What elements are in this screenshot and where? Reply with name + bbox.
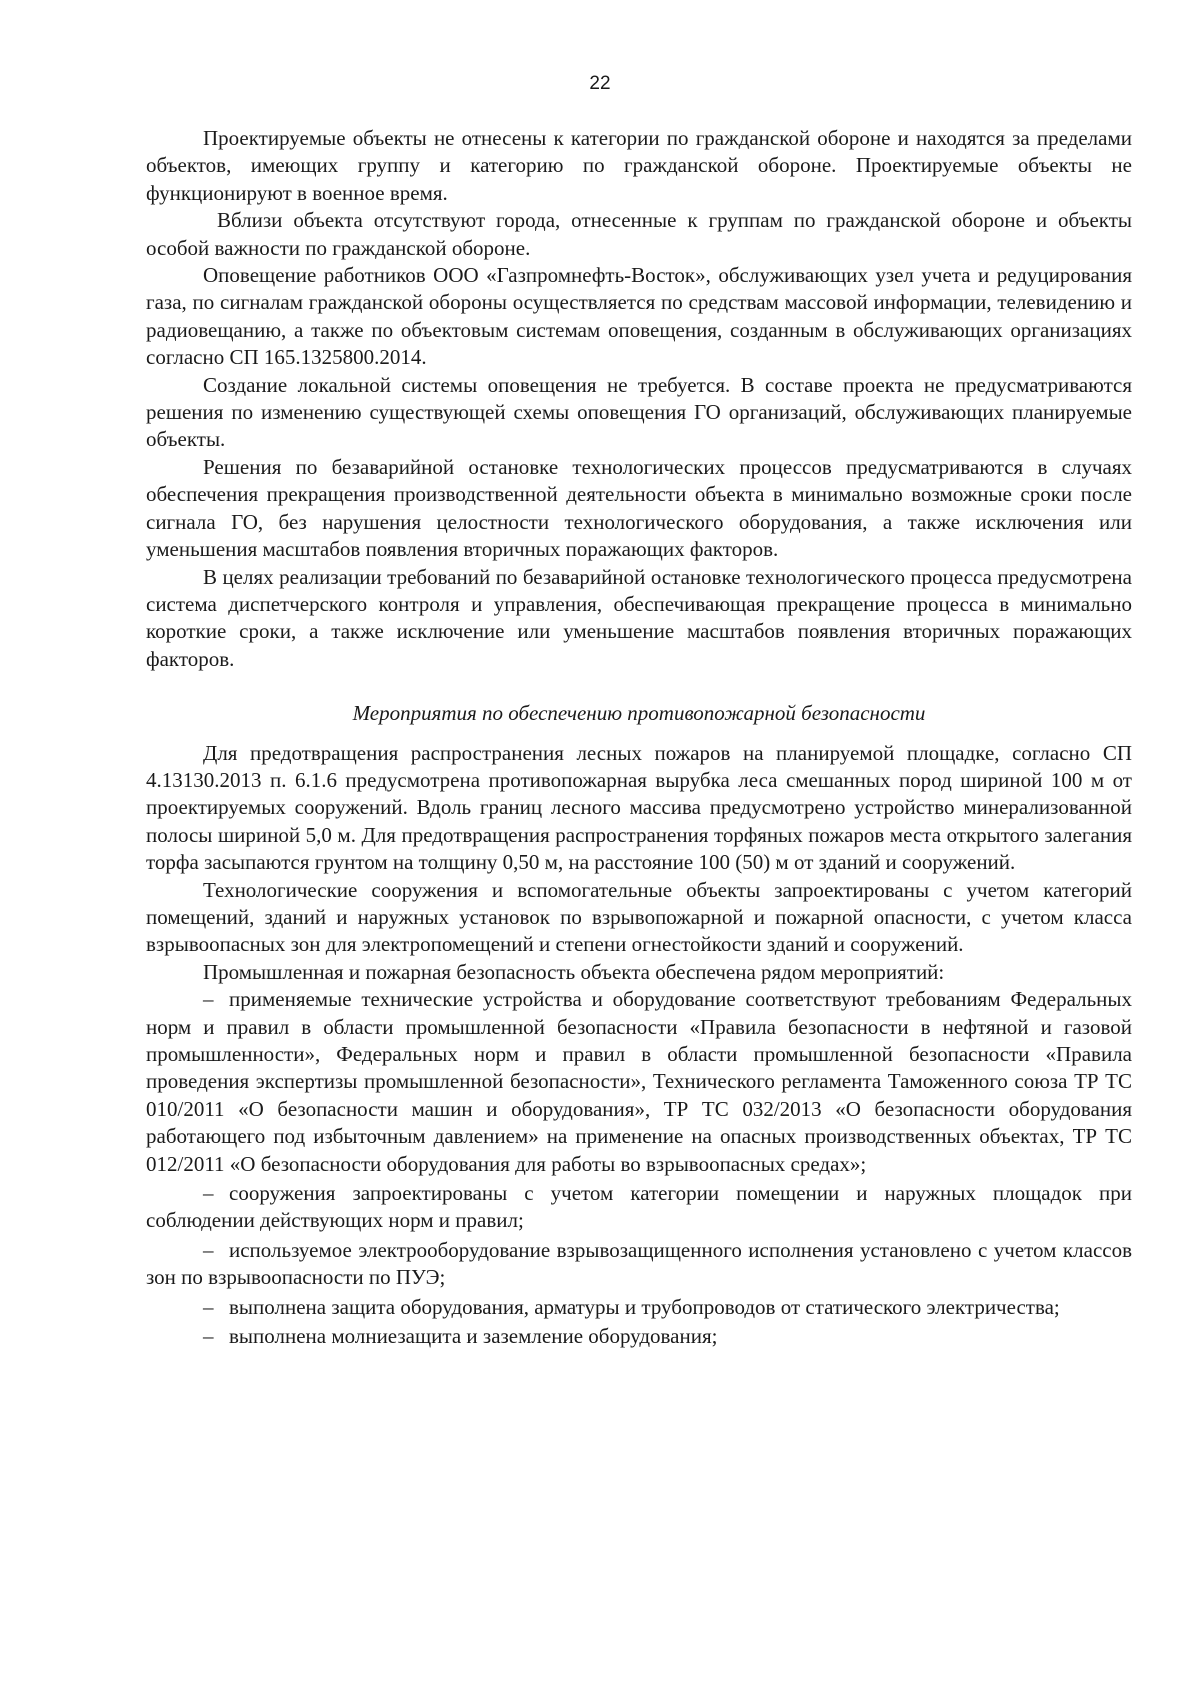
list-item	[146, 986, 1132, 1178]
list-item	[146, 1323, 1132, 1350]
list-item	[146, 1294, 1132, 1321]
paragraph-safe-shutdown-decisions: Решения по безаварийной остановке технологических процессов предусматриваются в случаях обеспечения прекращения производственной деятельности объекта в минимально возможные сроки после сигнала ГО, без нарушения целостности технологического оборудования, а также исключения или уменьшения масштабов появления вторичных поражающих факторов.	[146, 454, 1132, 562]
paragraph-nearby-cities: Вблизи объекта отсутствуют города, отнесенные к группам по гражданской обороне и объекты особой важности по гражданской обороне.	[146, 208, 1132, 260]
paragraph-technological-structures: Технологические сооружения и вспомогательные объекты запроектированы с учетом категорий помещений, зданий и наружных установок по взрывопожарной и пожарной опасности, с учетом класса взрывоопасных зон для электропомещений и степени огнестойкости зданий и сооружений.	[146, 877, 1132, 957]
list-item	[146, 1180, 1132, 1235]
paragraph-local-notification-system: Создание локальной системы оповещения не требуется. В составе проекта не предусматриваются решения по изменению существующей схемы оповещения ГО организаций, обслуживающих планируемые объекты.	[146, 372, 1132, 452]
list-item	[146, 1237, 1132, 1292]
paragraph-forest-fire-prevention: Для предотвращения распространения лесных пожаров на планируемой площадке, согласно СП 4.13130.2013 п. 6.1.6 предусмотрена противопожарная вырубка леса смешанных пород шириной 100 м от проектируемых сооружений. Вдоль границ лесного массива предусмотрено устройство минерализованной полосы шириной 5,0 м. Для предотвращения распространения торфяных пожаров места открытого залегания торфа засыпаются грунтом на толщину 0,50 м, на расстояние 100 (50) м от зданий и сооружений.	[146, 740, 1132, 875]
paragraph-civil-defense-category: Проектируемые объекты не отнесены к категории по гражданской обороне и находятся за пределами объектов, имеющих группу и категорию по гражданской обороне. Проектируемые объекты не функционируют в военное время.	[146, 126, 1132, 205]
list-item-text: применяемые технические устройства и оборудование соответствуют требованиям Федеральных норм и правил в области промышленной безопасности «Правила безопасности в нефтяной и газовой промышленности», Федеральных норм и правил в области промышленной безопасности «Правила проведения экспертизы промышленной безопасности», Технического регламента Таможенного союза ТР ТС 010/2011 «О безопасности машин и оборудования», ТР ТС 032/2013 «О безопасности оборудования работающего под избыточным давлением» на применение на опасных производственных объектах, ТР ТС 012/2011 «О безопасности оборудования для работы во взрывоопасных средах»;	[146, 987, 1132, 1176]
bullet-dash: –	[203, 1294, 214, 1319]
paragraph-dispatch-control: В целях реализации требований по безаварийной остановке технологического процесса предусмотрена система диспетчерского контроля и управления, обеспечивающая прекращение процесса в минимально короткие сроки, а также исключение или уменьшение масштабов появления вторичных поражающих факторов.	[146, 564, 1132, 671]
bullet-dash: –	[203, 1324, 214, 1349]
bullet-dash: –	[203, 987, 214, 1012]
page-number: 22	[589, 73, 611, 94]
list-item-text: выполнена молниезащита и заземление оборудования;	[229, 1324, 718, 1349]
list-item-text: используемое электрооборудование взрывозащищенного исполнения установлено с учетом классов зон по взрывоопасности по ПУЭ;	[146, 1237, 1132, 1290]
bullet-dash: –	[203, 1181, 214, 1206]
paragraph-safety-measures-intro: Промышленная и пожарная безопасность объекта обеспечена рядом мероприятий:	[203, 959, 945, 984]
section-heading-fire-safety: Мероприятия по обеспечению противопожарной безопасности	[352, 701, 926, 726]
page-body	[146, 125, 1132, 1350]
paragraph-notification: Оповещение работников ООО «Газпромнефть-Восток», обслуживающих узел учета и редуцирования газа, по сигналам гражданской обороны осуществляется по средствам массовой информации, телевидению и радиовещанию, а также по объектовым системам оповещения, созданным в обслуживающих организациях согласно СП 165.1325800.2014.	[146, 263, 1132, 370]
bullet-dash: –	[203, 1237, 214, 1262]
list-item-text: выполнена защита оборудования, арматуры и трубопроводов от статического электричества;	[229, 1294, 1060, 1319]
list-item-text: сооружения запроектированы с учетом категории помещении и наружных площадок при соблюдении действующих норм и правил;	[146, 1181, 1132, 1233]
